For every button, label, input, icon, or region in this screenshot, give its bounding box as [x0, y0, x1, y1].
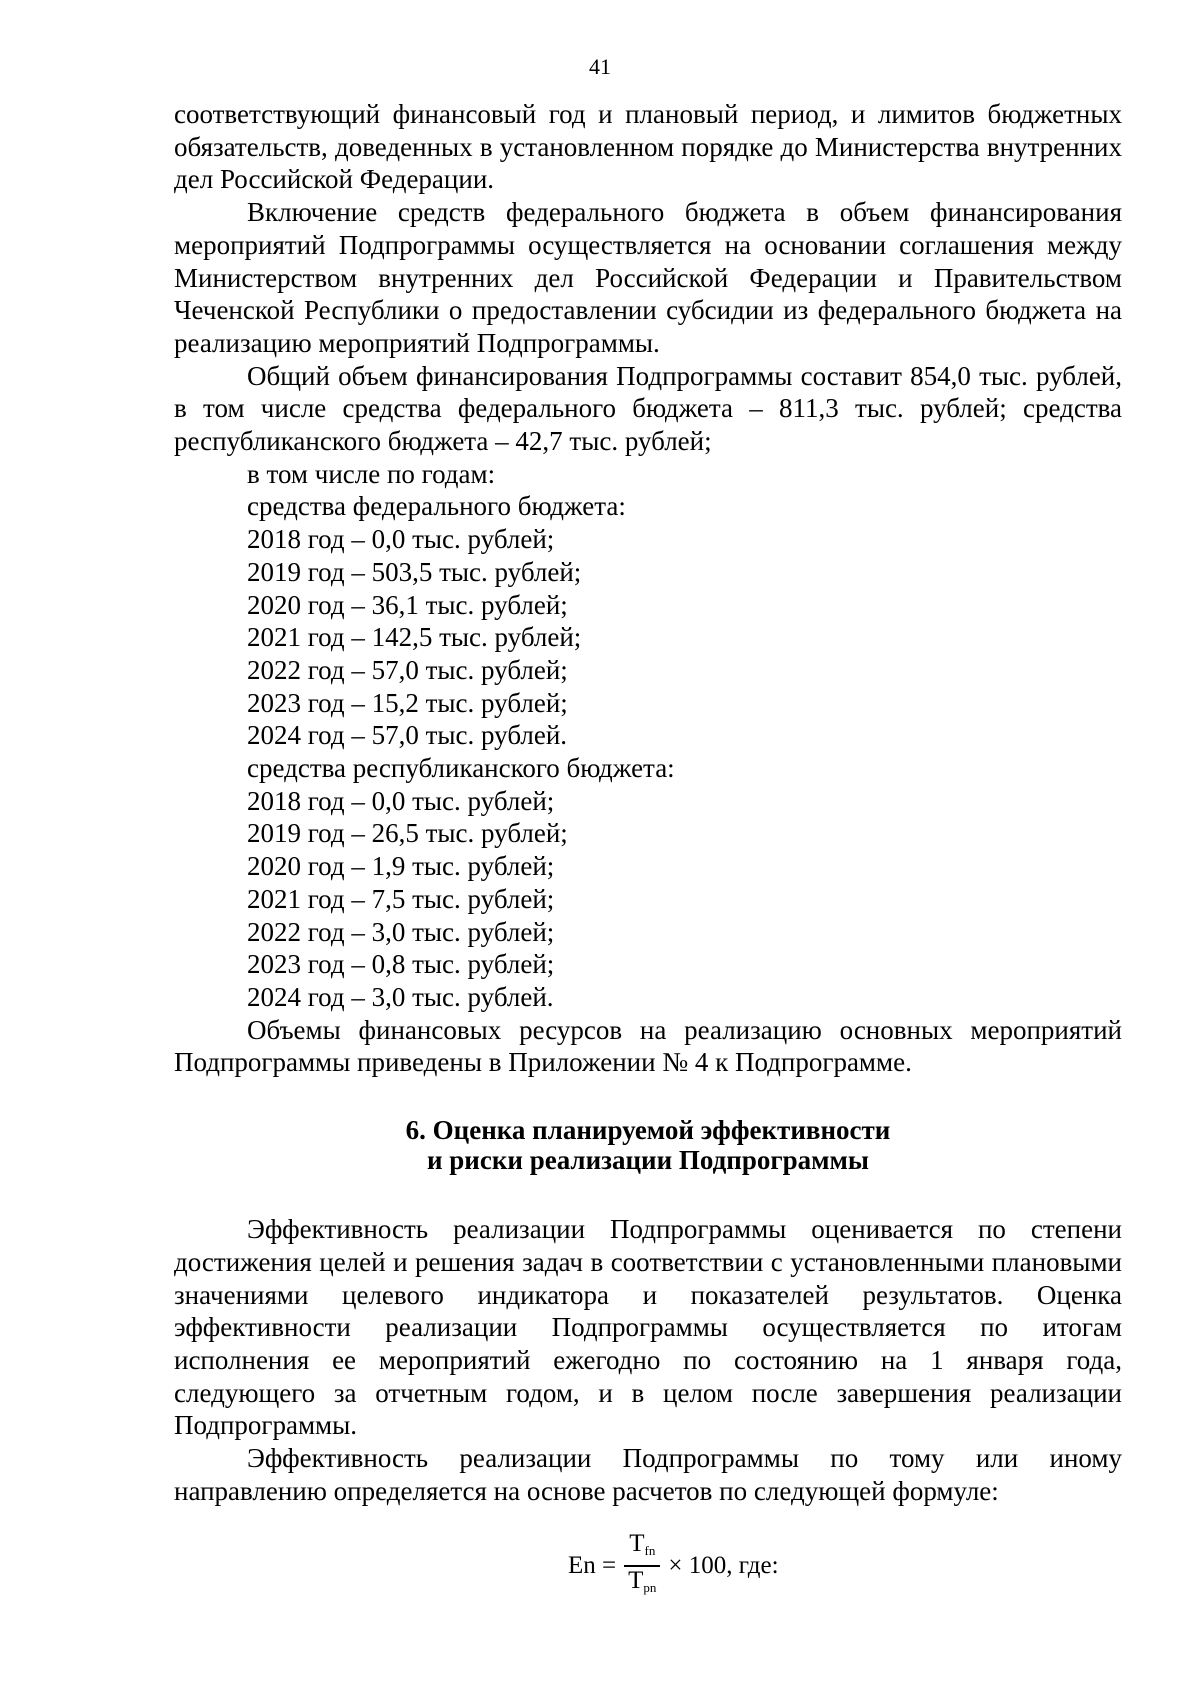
federal-year-item: 2024 год – 57,0 тыс. рублей. [247, 720, 568, 751]
section-heading-line2: и риски реализации Подпрограммы [426, 1145, 870, 1176]
republican-year-item: 2024 год – 3,0 тыс. рублей. [247, 981, 554, 1012]
paragraph: Общий объем финансирования Подпрограммы составит 854,0 тыс. рублей, в том числе средства федерального бюджета – 811,3 тыс. рублей; средства республиканского бюджета – 42,7 тыс. рублей; [174, 360, 1122, 457]
republican-year-item: 2018 год – 0,0 тыс. рублей; [247, 785, 555, 816]
numerator-base: T [629, 1530, 645, 1558]
denominator-base: T [628, 1566, 644, 1594]
federal-year-item: 2023 год – 15,2 тыс. рублей; [247, 687, 568, 718]
body-text [174, 98, 1122, 1507]
paragraph: Эффективность реализации Подпрограммы по тому или иному направлению определяется на основе расчетов по следующей формуле: [174, 1443, 1122, 1506]
federal-year-item: 2019 год – 503,5 тыс. рублей; [247, 556, 582, 587]
numerator-sub: fn [644, 1543, 656, 1559]
federal-year-item: 2022 год – 57,0 тыс. рублей; [247, 654, 568, 685]
formula-rhs: × 100, где: [668, 1552, 779, 1579]
republican-year-item: 2019 год – 26,5 тыс. рублей; [247, 818, 568, 849]
federal-budget-label: средства федерального бюджета: [247, 491, 626, 522]
paragraph: соответствующий финансовый год и плановый период, и лимитов бюджетных обязательств, доведенных в установленном порядке до Министерства внутренних дел Российской Федерации. [174, 99, 1122, 195]
republican-year-item: 2021 год – 7,5 тыс. рублей; [247, 883, 555, 914]
paragraph: Эффективность реализации Подпрограммы оценивается по степени достижения целей и решения задач в соответствии с установленными плановыми значениями целевого индикатора и показателей результатов. Оценка эффективности реализации Подпрограммы осуществляется по итогам исполнения ее мероприятий ежегодно по состоянию на 1 января года, следующего за отчетным годом, и в целом после завершения реализации Подпрограммы. [174, 1214, 1122, 1441]
paragraph: Включение средств федерального бюджета в объем финансирования мероприятий Подпрограммы осуществляется на основании соглашения между Министерством внутренних дел Российской Федерации и Правительством Чеченской Республики о предоставлении субсидии из федерального бюджета на реализацию мероприятий Подпрограммы. [174, 197, 1122, 358]
by-years-label: в том числе по годам: [247, 458, 496, 489]
federal-year-item: 2018 год – 0,0 тыс. рублей; [247, 524, 555, 555]
formula-fraction [624, 1530, 660, 1602]
formula-numerator [625, 1530, 659, 1565]
section-heading-line1: 6. Оценка планируемой эффективности [405, 1115, 891, 1146]
denominator-sub: pn [643, 1579, 657, 1595]
formula-denominator [624, 1567, 660, 1602]
republican-year-item: 2023 год – 0,8 тыс. рублей; [247, 949, 555, 980]
efficiency-formula [568, 1526, 779, 1606]
volumes-paragraph: Объемы финансовых ресурсов на реализацию основных мероприятий Подпрограммы приведены в Приложении № 4 к Подпрограмме. [174, 1014, 1122, 1078]
republican-budget-label: средства республиканского бюджета: [247, 753, 675, 784]
federal-year-item: 2021 год – 142,5 тыс. рублей; [247, 622, 582, 653]
republican-year-item: 2022 год – 3,0 тыс. рублей; [247, 916, 555, 947]
page-number: 41 [589, 54, 611, 79]
formula-lhs: En = [568, 1552, 617, 1579]
republican-year-item: 2020 год – 1,9 тыс. рублей; [247, 851, 555, 882]
section-heading [174, 1115, 1122, 1175]
federal-year-item: 2020 год – 36,1 тыс. рублей; [247, 589, 568, 620]
